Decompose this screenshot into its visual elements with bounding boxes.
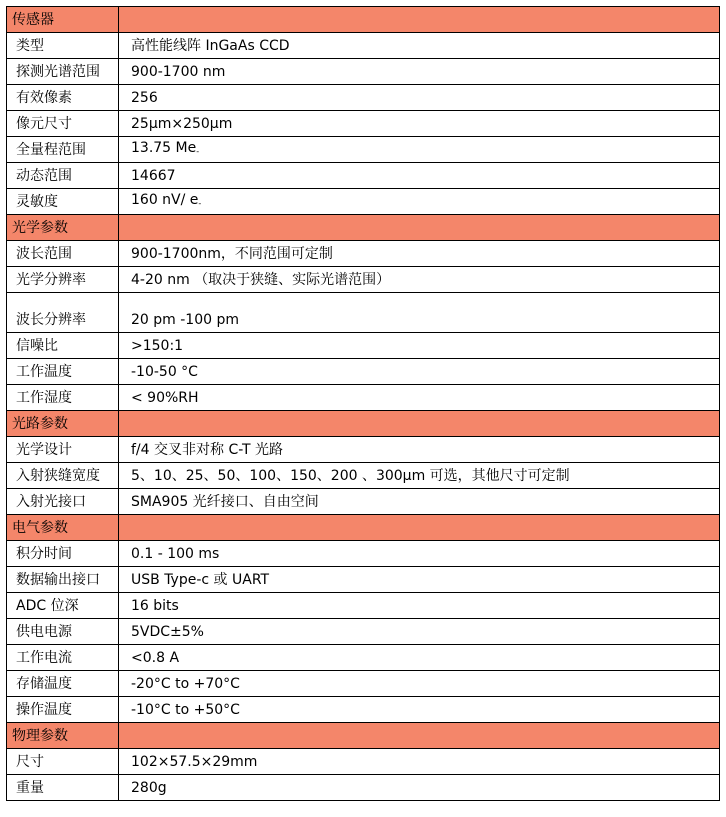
spec-label: 有效像素 xyxy=(7,85,119,111)
spec-value: 280g xyxy=(131,779,167,796)
section-title: 光学参数 xyxy=(7,215,119,241)
spec-label: 波长范围 xyxy=(7,241,119,267)
spec-value-cell xyxy=(119,489,720,515)
spec-value-cell xyxy=(119,85,720,111)
spec-value: <0.8 A xyxy=(131,649,180,666)
spec-row xyxy=(7,749,720,775)
spec-row xyxy=(7,267,720,293)
spec-value-cell xyxy=(119,749,720,775)
spec-value-cell xyxy=(119,59,720,85)
spec-row xyxy=(7,697,720,723)
spec-value: 16 bits xyxy=(131,597,179,614)
spec-row xyxy=(7,111,720,137)
spec-row xyxy=(7,137,720,163)
spec-value-cell xyxy=(119,241,720,267)
spec-value: USB Type-c 或 UART xyxy=(131,571,270,588)
section-title: 传感器 xyxy=(7,7,119,33)
spec-value-cell xyxy=(119,137,720,163)
spec-row xyxy=(7,645,720,671)
spec-value: 256 xyxy=(131,89,158,106)
spec-row xyxy=(7,671,720,697)
spec-table xyxy=(6,6,720,801)
spec-row xyxy=(7,489,720,515)
spec-value-cell xyxy=(119,593,720,619)
section-header-row xyxy=(7,411,720,437)
spec-label: 像元尺寸 xyxy=(7,111,119,137)
spec-label: 尺寸 xyxy=(7,749,119,775)
spec-label: 存储温度 xyxy=(7,671,119,697)
spec-value-cell xyxy=(119,293,720,333)
spec-value: >150:1 xyxy=(131,337,184,354)
spec-row xyxy=(7,541,720,567)
spec-value: 20 pm -100 pm xyxy=(131,312,239,328)
spec-value-cell xyxy=(119,189,720,215)
spec-value: 13.75 Me xyxy=(131,139,197,156)
spec-label: 工作湿度 xyxy=(7,385,119,411)
spec-value-cell xyxy=(119,775,720,801)
spec-value: < 90%RH xyxy=(131,389,199,406)
spec-value: 4-20 nm （取决于狭缝、实际光谱范围） xyxy=(131,271,391,288)
section-header-fill xyxy=(119,515,720,541)
spec-row xyxy=(7,567,720,593)
spec-label: 供电电源 xyxy=(7,619,119,645)
spec-row xyxy=(7,619,720,645)
spec-row xyxy=(7,85,720,111)
section-title: 物理参数 xyxy=(7,723,119,749)
spec-value-cell xyxy=(119,111,720,137)
spec-row xyxy=(7,59,720,85)
spec-label: 波长分辨率 xyxy=(7,293,119,333)
electron-charge-superscript: - xyxy=(196,146,200,156)
spec-label: 工作电流 xyxy=(7,645,119,671)
spec-label: 类型 xyxy=(7,33,119,59)
spec-row xyxy=(7,189,720,215)
spec-label: 积分时间 xyxy=(7,541,119,567)
spec-value-cell xyxy=(119,385,720,411)
spec-value-cell xyxy=(119,33,720,59)
spec-value-cell xyxy=(119,163,720,189)
spec-label: 全量程范围 xyxy=(7,137,119,163)
section-header-fill xyxy=(119,411,720,437)
spec-label: 探测光谱范围 xyxy=(7,59,119,85)
spec-value: 高性能线阵 InGaAs CCD xyxy=(131,37,290,54)
spec-row xyxy=(7,333,720,359)
spec-value: 5、10、25、50、100、150、200 、300μm 可选，其他尺寸可定制 xyxy=(131,467,570,484)
spec-label: 光学分辨率 xyxy=(7,267,119,293)
spec-label: 工作温度 xyxy=(7,359,119,385)
spec-value: 102×57.5×29mm xyxy=(131,753,258,770)
spec-row xyxy=(7,463,720,489)
spec-label: 光学设计 xyxy=(7,437,119,463)
spec-value: -20°C to +70°C xyxy=(131,675,240,692)
spec-row xyxy=(7,241,720,267)
section-header-row xyxy=(7,215,720,241)
spec-value-cell xyxy=(119,437,720,463)
spec-label: ADC 位深 xyxy=(7,593,119,619)
spec-value-cell xyxy=(119,619,720,645)
spec-label: 操作温度 xyxy=(7,697,119,723)
spec-value-cell xyxy=(119,267,720,293)
section-header-fill xyxy=(119,215,720,241)
spec-value: -10°C to +50°C xyxy=(131,701,240,718)
spec-row xyxy=(7,293,720,333)
spec-value: 900-1700 nm xyxy=(131,63,226,80)
spec-row xyxy=(7,437,720,463)
spec-row xyxy=(7,385,720,411)
spec-label: 入射光接口 xyxy=(7,489,119,515)
section-header-fill xyxy=(119,723,720,749)
section-header-row xyxy=(7,7,720,33)
spec-row xyxy=(7,163,720,189)
section-header-row xyxy=(7,723,720,749)
spec-value: 900-1700nm，不同范围可定制 xyxy=(131,245,333,262)
spec-value: 0.1 - 100 ms xyxy=(131,545,220,562)
section-title: 电气参数 xyxy=(7,515,119,541)
electron-charge-superscript: - xyxy=(198,198,202,208)
spec-label: 数据输出接口 xyxy=(7,567,119,593)
spec-row xyxy=(7,359,720,385)
spec-value: SMA905 光纤接口、自由空间 xyxy=(131,493,319,510)
spec-label: 入射狭缝宽度 xyxy=(7,463,119,489)
spec-value-cell xyxy=(119,567,720,593)
spec-value-cell xyxy=(119,645,720,671)
spec-value-cell xyxy=(119,333,720,359)
spec-row xyxy=(7,593,720,619)
spec-table-body xyxy=(7,7,720,801)
section-title: 光路参数 xyxy=(7,411,119,437)
spec-value: f/4 交叉非对称 C-T 光路 xyxy=(131,441,283,458)
spec-row xyxy=(7,775,720,801)
spec-label: 信噪比 xyxy=(7,333,119,359)
spec-value-cell xyxy=(119,697,720,723)
spec-value: 160 nV/ e xyxy=(131,191,199,208)
spec-value: 5VDC±5% xyxy=(131,623,204,640)
spec-value-cell xyxy=(119,463,720,489)
spec-value-cell xyxy=(119,541,720,567)
section-header-fill xyxy=(119,7,720,33)
spec-table-grid xyxy=(6,6,720,801)
spec-value: 25μm×250μm xyxy=(131,115,233,132)
spec-value: -10-50 °C xyxy=(131,363,198,380)
spec-label: 动态范围 xyxy=(7,163,119,189)
spec-value-cell xyxy=(119,359,720,385)
spec-value: 14667 xyxy=(131,167,176,184)
spec-label: 灵敏度 xyxy=(7,189,119,215)
section-header-row xyxy=(7,515,720,541)
spec-value-cell xyxy=(119,671,720,697)
spec-label: 重量 xyxy=(7,775,119,801)
spec-row xyxy=(7,33,720,59)
